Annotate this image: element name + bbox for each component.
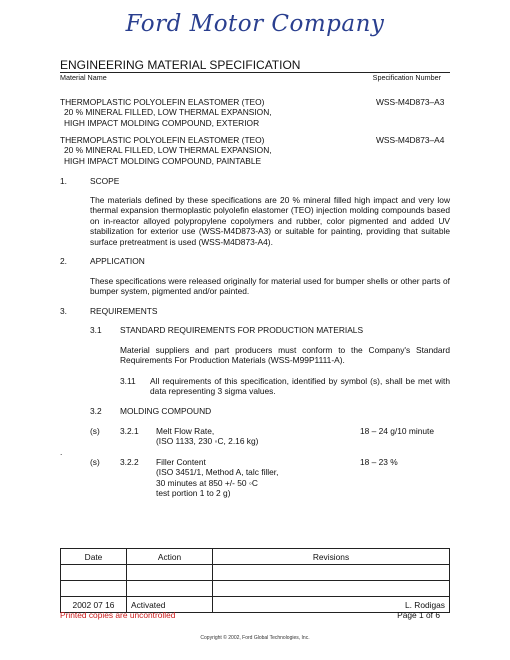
spec-number-a4: WSS-M4D873–A4 [376, 135, 445, 145]
requirement-value: 18 – 23 % [360, 457, 398, 467]
table-cell [127, 565, 213, 581]
table-cell [213, 565, 450, 581]
requirement-description [156, 457, 278, 499]
material-block-a4 [60, 135, 380, 166]
table-row [61, 581, 450, 597]
table-cell [213, 581, 450, 597]
sigma-paragraph: All requirements of this specification, identified by symbol (s), shall be met with data representing 3 sigma values. [150, 376, 450, 397]
section-number: 2. [60, 256, 67, 266]
material-line: HIGH IMPACT MOLDING COMPOUND, EXTERIOR [64, 117, 260, 128]
material-block-a3 [60, 97, 380, 128]
section-heading-application: APPLICATION [90, 256, 145, 266]
requirement-symbol: (s) [90, 457, 100, 467]
table-cell: L. Rodigas [213, 597, 450, 613]
application-paragraph: These specifications were released originally for material used for bumper shells or other parts of bumper system, pigmented and/or painted. [90, 276, 450, 297]
requirement-description [156, 426, 258, 447]
column-header-date: Date [61, 549, 127, 565]
production-materials-paragraph: Material suppliers and part producers must conform to the Company's Standard Requirements For Production Materials (WSS-M99P1111-A). [120, 345, 450, 366]
revisions-table [60, 548, 450, 613]
section-number: 1. [60, 176, 67, 186]
requirement-number: 3.2.1 [120, 426, 139, 436]
material-line: 20 % MINERAL FILLED, LOW THERMAL EXPANSION, [64, 107, 272, 118]
subsection-number: 3.1 [90, 325, 102, 335]
table-row [61, 565, 450, 581]
table-header-row [61, 549, 450, 565]
subsection-number: 3.11 [120, 376, 136, 386]
section-heading-requirements: REQUIREMENTS [90, 306, 158, 316]
requirement-value: 18 – 24 g/10 minute [360, 426, 435, 436]
table-cell: Activated [127, 597, 213, 613]
section-number: 3. [60, 306, 67, 316]
document-title: ENGINEERING MATERIAL SPECIFICATION [60, 58, 301, 72]
material-line: THERMOPLASTIC POLYOLEFIN ELASTOMER (TEO) [60, 135, 265, 145]
table-cell [61, 565, 127, 581]
requirement-line: (ISO 3451/1, Method A, talc filler, [156, 467, 279, 478]
requirement-line: Melt Flow Rate, [156, 426, 215, 436]
subsection-heading-3-2: MOLDING COMPOUND [120, 406, 212, 416]
material-line: THERMOPLASTIC POLYOLEFIN ELASTOMER (TEO) [60, 97, 265, 107]
requirement-symbol: (s) [90, 426, 100, 436]
material-line: 20 % MINERAL FILLED, LOW THERMAL EXPANSION, [64, 145, 272, 156]
scope-paragraph: The materials defined by these specifications are 20 % mineral filled high impact and very low thermal expansion thermoplastic polyolefin elastomer (TEO) injection molding compounds based on in-reactor alloyed polypropylene copolymers and rubber, color pigmented and added UV stabilization for exterior use (WSS-M4D873-A3) or suitable for painting, providing that suitable surface pretreatment is used (WSS-M4D873-A4). [90, 195, 450, 247]
section-heading-scope: SCOPE [90, 176, 120, 186]
material-line: HIGH IMPACT MOLDING COMPOUND, PAINTABLE [64, 155, 262, 166]
subsection-heading-3-1: STANDARD REQUIREMENTS FOR PRODUCTION MATERIALS [120, 325, 364, 335]
requirement-number: 3.2.2 [120, 457, 139, 467]
uncontrolled-notice: Printed copies are uncontrolled [60, 610, 176, 620]
copyright-notice: Copyright © 2002, Ford Global Technologies, Inc. [200, 635, 310, 641]
table-cell: 2002 07 16 [61, 597, 127, 613]
requirement-line: test portion 1 to 2 g) [156, 488, 231, 499]
column-header-revisions: Revisions [213, 549, 450, 565]
spec-number-a3: WSS-M4D873–A3 [376, 97, 445, 107]
page-number: Page 1 of 6 [397, 610, 440, 620]
requirement-line: 30 minutes at 850 +/- 50 ◦C [156, 477, 258, 488]
table-cell [127, 581, 213, 597]
company-logo: Ford Motor Company [125, 11, 385, 37]
requirement-line: Filler Content [156, 457, 206, 467]
spec-number-label: Specification Number [372, 73, 441, 82]
table-cell [61, 581, 127, 597]
subsection-number: 3.2 [90, 406, 102, 416]
material-name-label: Material Name [60, 73, 107, 82]
requirement-line: (ISO 1133, 230 ◦C, 2.16 kg) [156, 436, 259, 447]
column-header-action: Action [127, 549, 213, 565]
stray-mark: . [60, 447, 63, 457]
